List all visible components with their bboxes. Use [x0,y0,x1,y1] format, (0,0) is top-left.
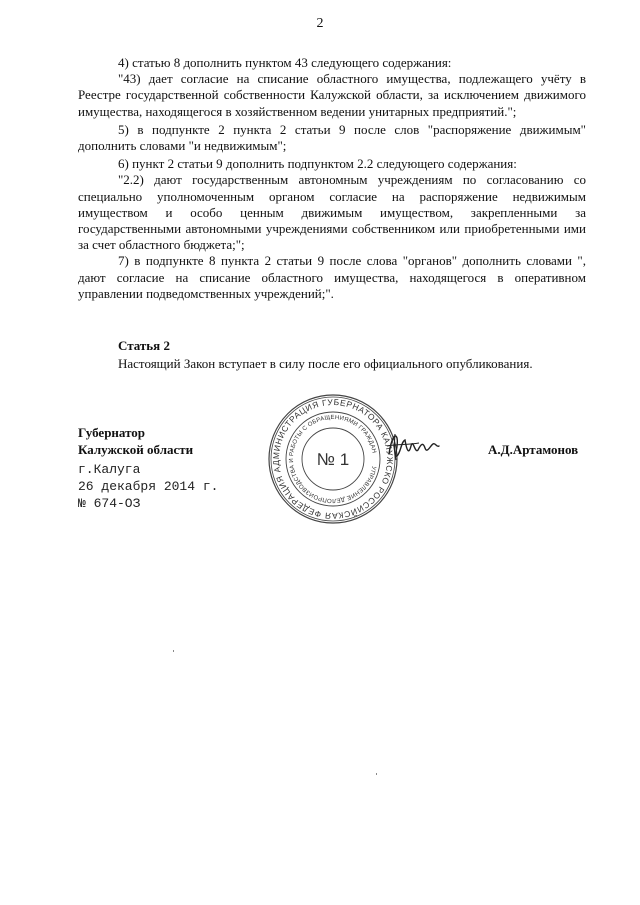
paragraph-5: "2.2) дают государственным автономным учреждениям по согласованию со специально уполномоченным органом согласие на распоряжение недвижимым имуществом и особо ценным движимым имуществом, закрепленными за государственными автономными учреждениями собственником или приобретенными ими за счет областного бюджета;"; [78,172,586,253]
signer-title [78,424,193,458]
place-date-block [78,461,218,512]
signer-name: А.Д.Артамонов [488,442,579,457]
amendments-text [78,55,586,302]
official-stamp [266,392,400,526]
signer-title-line-2: Калужской области [78,442,194,457]
article-2-text: Настоящий Закон вступает в силу после его официального опубликования. [118,356,533,371]
date: 26 декабря 2014 г. [78,479,219,494]
signer-title-line-1: Губернатор [78,425,146,440]
page-number: 2 [316,16,324,31]
law-number: № 674-ОЗ [78,496,141,511]
paragraph-6: 7) в подпункте 8 пункта 2 статьи 9 после слова "органов" дополнить словами ", дают согласие на списание областного имущества, находящегося в оперативном управлении подведомственных учреждений;". [78,253,586,301]
handwritten-signature [385,428,440,464]
stamp-inner-text: УПРАВЛЕНИЕ ДЕЛОПРОИЗВОДСТВА И РАБОТЫ С ОБРАЩЕНИЯМИ ГРАЖДАН [288,414,377,504]
article-2-heading: Статья 2 [118,338,170,353]
paragraph-3: 5) в подпункте 2 пункта 2 статьи 9 после слов "распоряжение движимым" дополнить словами "и недвижимым"; [78,121,586,154]
paragraph-4: 6) пункт 2 статьи 9 дополнить подпунктом 2.2 следующего содержания: [118,156,517,172]
city: г.Калуга [78,462,141,477]
stamp-outer-text: РОССИЙСКАЯ ФЕДЕРАЦИЯ АДМИНИСТРАЦИЯ ГУБЕРНАТОРА КАЛУЖСКОЙ [270,396,396,522]
scan-speck [376,773,377,775]
paragraph-1: 4) статью 8 дополнить пунктом 43 следующего содержания: [118,55,452,70]
paragraph-2: "43) дает согласие на списание областного имущества, подлежащего учёту в Реестре государственной собственности Калужской области, за исключением движимого имущества, находящегося в хозяйственном ведении унитарных предприятий."; [78,71,586,119]
scan-speck [173,650,174,652]
stamp-number: № 1 [316,450,350,469]
